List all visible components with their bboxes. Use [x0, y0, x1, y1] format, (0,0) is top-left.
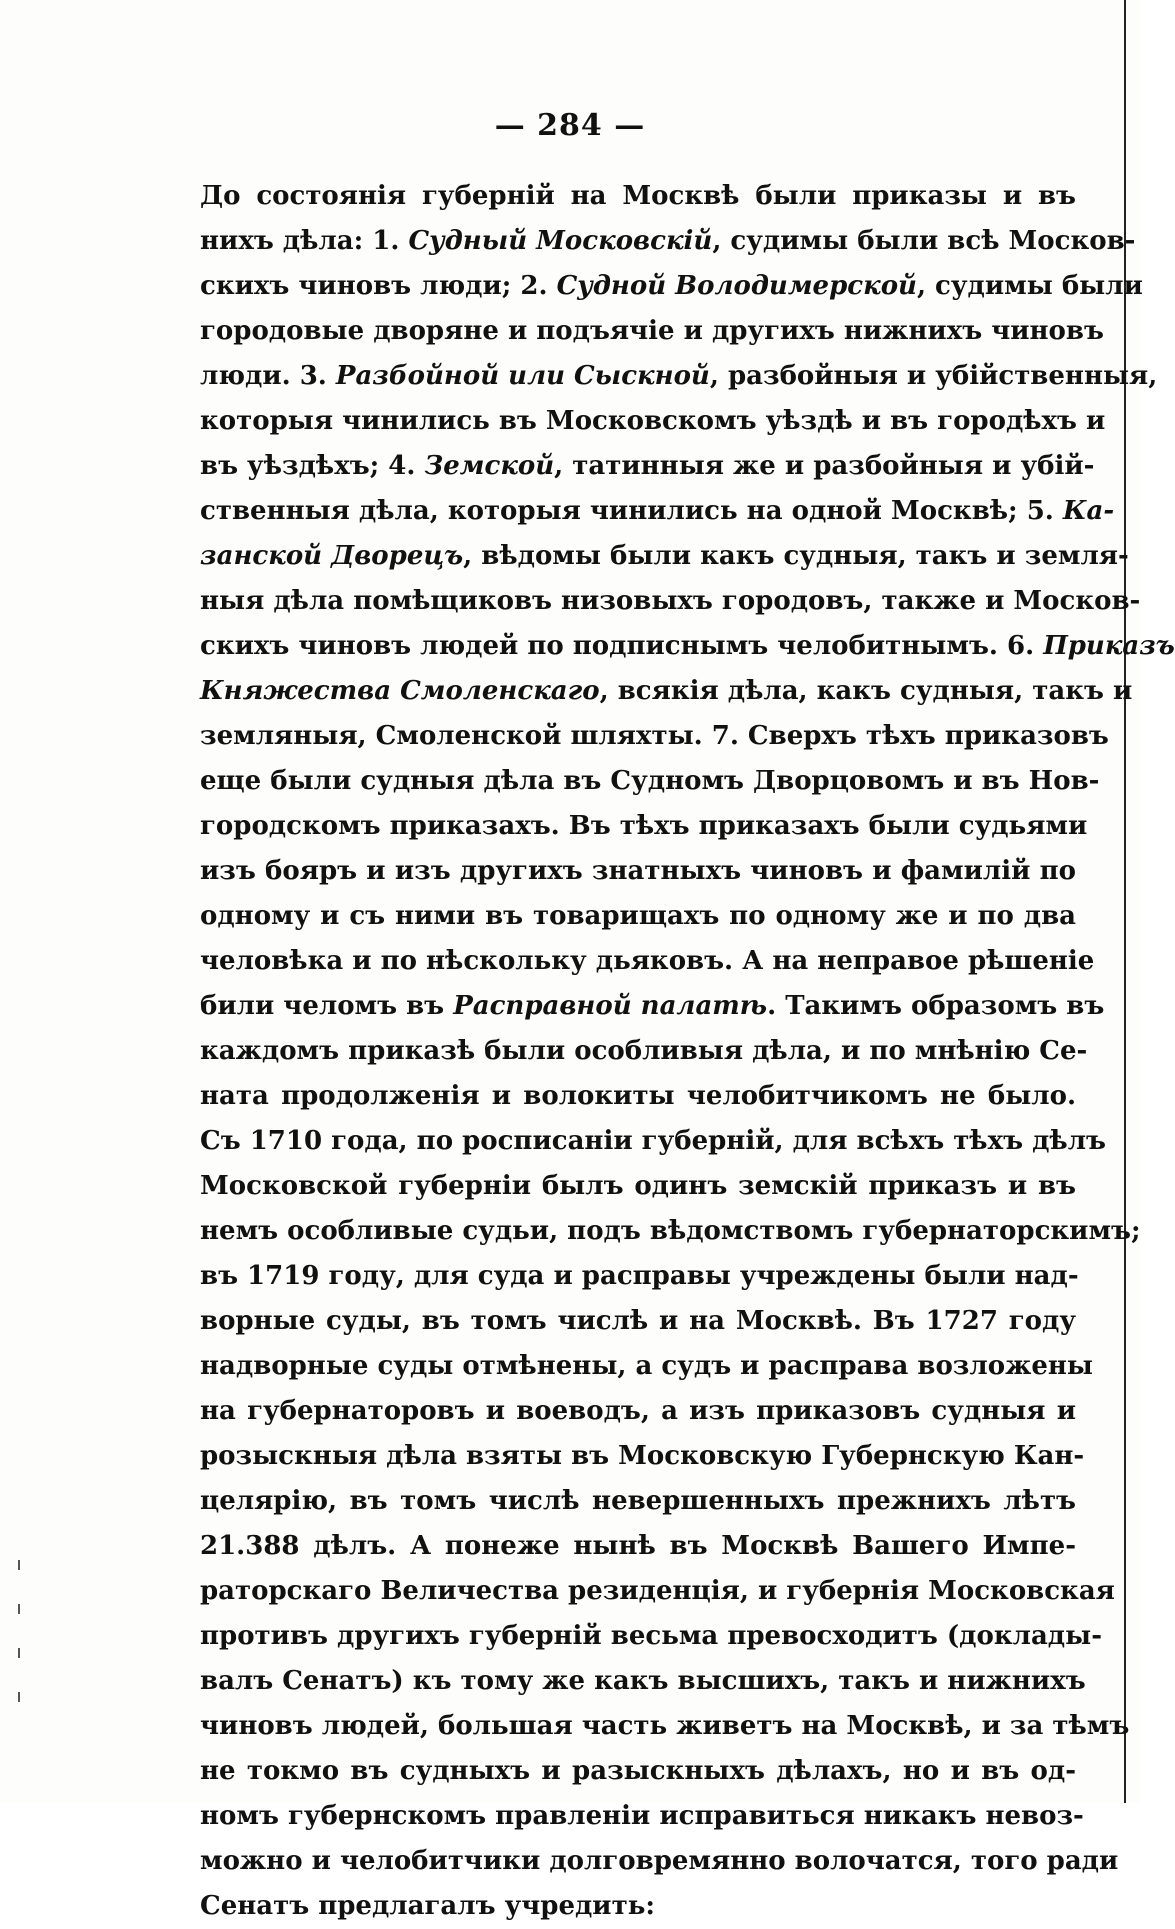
italic-title: Судный Московскій — [408, 226, 713, 256]
text-segment: люди. 3. — [200, 361, 336, 391]
text-segment: Съ 1710 года, по росписаніи губерній, для всѣхъ тѣхъ дѣлъ — [200, 1126, 1106, 1156]
text-segment: можно и челобитчики долговремянно волочатся, того ради — [200, 1846, 1119, 1876]
text-line — [200, 1839, 1119, 1884]
text-segment: городскомъ приказахъ. Въ тѣхъ приказахъ были судьями — [200, 811, 1088, 841]
italic-title: Расправной палатѣ — [453, 991, 768, 1021]
text-line — [200, 1074, 1076, 1119]
text-segment: целярію, въ томъ числѣ невершенныхъ прежнихъ лѣтъ — [200, 1486, 1076, 1516]
text-segment: надворные суды отмѣнены, а судъ и расправа возложены — [200, 1351, 1093, 1381]
text-segment: скихъ чиновъ люди; 2. — [200, 271, 557, 301]
text-segment: , разбойныя и убійственныя, — [709, 361, 1158, 391]
text-segment: , татинныя же и разбойныя и убій- — [554, 451, 1095, 481]
text-segment: , судимы были всѣ Москов- — [712, 226, 1136, 256]
text-line — [200, 1434, 1085, 1479]
text-segment: валъ Сенатъ) къ тому же какъ высшихъ, такъ и нижнихъ — [200, 1666, 1086, 1696]
text-line — [200, 1614, 1102, 1659]
text-line — [200, 489, 1115, 534]
italic-title: Земской — [424, 451, 555, 481]
text-line — [200, 174, 1076, 219]
text-segment: раторскаго Величества резиденція, и губернія Московская — [200, 1576, 1115, 1606]
text-segment: Сенатъ предлагалъ учредить: — [200, 1891, 655, 1921]
text-segment: не токмо въ судныхъ и разыскныхъ дѣлахъ, но и въ од- — [200, 1756, 1076, 1786]
scan-specks — [18, 1560, 24, 1760]
text-segment: номъ губернскомъ правленіи исправиться никакъ невоз- — [200, 1801, 1084, 1831]
text-segment: на губернаторовъ и воеводъ, а изъ приказовъ судныя и — [200, 1396, 1076, 1426]
text-segment: которыя чинились въ Московскомъ уѣздѣ и въ городѣхъ и — [200, 406, 1106, 436]
text-line — [200, 444, 1095, 489]
text-segment: еще были судныя дѣла въ Судномъ Дворцовомъ и въ Нов- — [200, 766, 1100, 796]
text-line — [200, 849, 1076, 894]
text-segment: одному и съ ними въ товарищахъ по одному же и по два — [200, 901, 1076, 931]
text-line — [200, 624, 1175, 669]
text-segment: ныя дѣла помѣщиковъ низовыхъ городовъ, также и Москов- — [200, 586, 1141, 616]
text-segment: Московской губерніи былъ одинъ земскій приказъ и въ — [200, 1171, 1076, 1201]
text-line — [200, 1254, 1079, 1299]
text-line — [200, 1749, 1076, 1794]
text-segment: немъ особливые судьи, подъ вѣдомствомъ губернаторскимъ; — [200, 1216, 1141, 1246]
text-line — [200, 984, 1105, 1029]
italic-title: Княжества Смоленскаго — [200, 676, 600, 706]
text-line — [200, 1704, 1130, 1749]
text-segment: 21.388 дѣлъ. А понеже нынѣ въ Москвѣ Вашего Импе- — [200, 1531, 1076, 1561]
text-line — [200, 1299, 1076, 1344]
italic-title: Ка- — [1062, 496, 1115, 526]
text-line — [200, 804, 1088, 849]
text-line — [200, 579, 1141, 624]
text-segment: чиновъ людей, большая часть живетъ на Москвѣ, и за тѣмъ — [200, 1711, 1130, 1741]
text-line — [200, 669, 1133, 714]
text-line — [200, 1164, 1076, 1209]
text-line — [200, 1209, 1141, 1254]
text-line — [200, 219, 1136, 264]
text-line — [200, 1389, 1076, 1434]
text-line — [200, 1029, 1088, 1074]
text-line — [200, 1479, 1076, 1524]
text-segment: ворные суды, въ томъ числѣ и на Москвѣ. Въ 1727 году — [200, 1306, 1076, 1336]
text-line — [200, 1884, 1076, 1929]
text-segment: человѣка и по нѣскольку дьяковъ. А на неправое рѣшеніе — [200, 946, 1095, 976]
text-line — [200, 534, 1129, 579]
text-segment: въ уѣздѣхъ; 4. — [200, 451, 425, 481]
text-line — [200, 1569, 1115, 1614]
text-line — [200, 309, 1104, 354]
text-line — [200, 1344, 1093, 1389]
text-segment: били челомъ въ — [200, 991, 454, 1021]
text-segment: , судимы были — [916, 271, 1143, 301]
text-segment: нихъ дѣла: 1. — [200, 226, 409, 256]
italic-title: Судной Володимерской — [556, 271, 917, 301]
page-number: — 284 — — [494, 108, 646, 143]
text-segment: , вѣдомы были какъ судныя, такъ и земля- — [463, 541, 1129, 571]
text-segment: земляныя, Смоленской шляхты. 7. Сверхъ тѣхъ приказовъ — [200, 721, 1109, 751]
text-line — [200, 714, 1109, 759]
text-segment: противъ другихъ губерній весьма превосходитъ (доклады- — [200, 1621, 1102, 1651]
text-line — [200, 1659, 1086, 1704]
text-segment: изъ бояръ и изъ другихъ знатныхъ чиновъ и фамилій по — [200, 856, 1076, 886]
text-segment: , всякія дѣла, какъ судныя, такъ и — [599, 676, 1133, 706]
text-line — [200, 354, 1158, 399]
text-line — [200, 1119, 1106, 1164]
text-segment: ната продолженія и волокиты челобитчикомъ не было. — [200, 1081, 1076, 1111]
italic-title: занской Дворецъ — [200, 541, 464, 571]
text-line — [200, 759, 1100, 804]
text-segment: скихъ чиновъ людей по подписнымъ челобитнымъ. 6. — [200, 631, 1044, 661]
text-segment: въ 1719 году, для суда и расправы учреждены были над- — [200, 1261, 1079, 1291]
text-segment: . Такимъ образомъ въ — [767, 991, 1105, 1021]
text-line — [200, 399, 1106, 444]
text-segment: До состоянія губерній на Москвѣ были приказы и въ — [200, 181, 1076, 211]
italic-title: Приказъ — [1043, 631, 1175, 661]
text-line — [200, 939, 1095, 984]
text-segment: ственныя дѣла, которыя чинились на одной Москвѣ; 5. — [200, 496, 1063, 526]
text-line — [200, 1524, 1076, 1569]
text-line — [200, 1794, 1084, 1839]
text-line — [200, 894, 1076, 939]
text-segment: розыскныя дѣла взяты въ Московскую Губернскую Кан- — [200, 1441, 1085, 1471]
text-line — [200, 264, 1143, 309]
italic-title: Разбойной или Сыскной — [335, 361, 710, 391]
text-segment: городовые дворяне и подъячіе и другихъ нижнихъ чиновъ — [200, 316, 1104, 346]
text-segment: каждомъ приказѣ были особливыя дѣла, и по мнѣнію Се- — [200, 1036, 1088, 1066]
body-text — [200, 174, 1175, 1929]
